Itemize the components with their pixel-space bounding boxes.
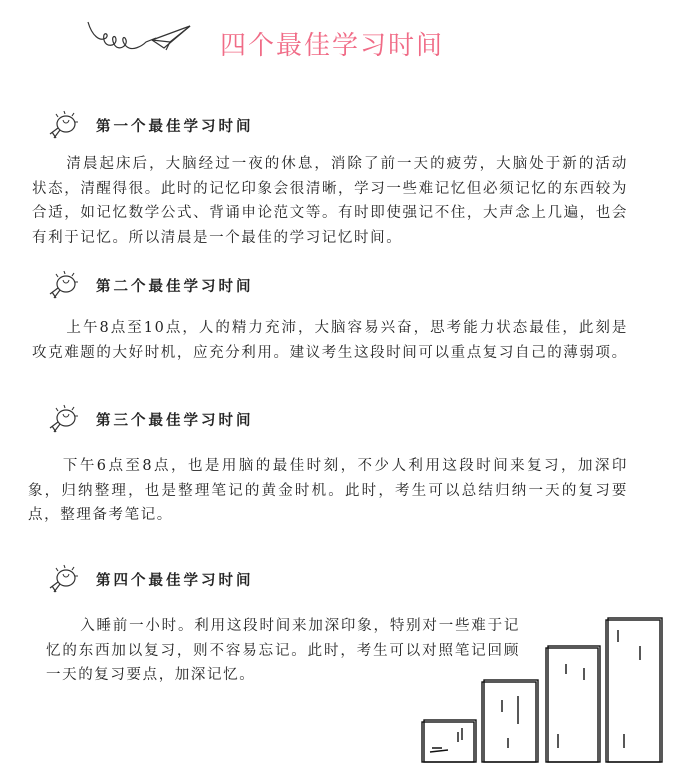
section-title: 第四个最佳学习时间 bbox=[96, 572, 254, 589]
bar-doodle-illustration bbox=[418, 616, 668, 766]
section-paragraph-4: 入睡前一小时。利用这段时间来加深印象，特别对一些难于记忆的东西加以复习，则不容易忘记。此时，考生可以对照笔记回顾一天的复习要点，加深记忆。 bbox=[46, 618, 520, 683]
paper-plane-icon bbox=[86, 18, 196, 58]
header bbox=[0, 0, 692, 80]
page-title: 四个最佳学习时间 bbox=[220, 31, 445, 61]
section-header-4 bbox=[44, 562, 254, 596]
section-paragraph-2: 上午8点至10点，人的精力充沛，大脑容易兴奋，思考能力状态最佳，此刻是攻克难题的大好时机，应充分利用。建议考生这段时间可以重点复习自己的薄弱项。 bbox=[32, 320, 628, 361]
section-title: 第三个最佳学习时间 bbox=[96, 412, 254, 429]
lightbulb-icon bbox=[44, 562, 88, 596]
section-header-2 bbox=[44, 268, 254, 302]
section-title: 第二个最佳学习时间 bbox=[96, 278, 254, 295]
section-paragraph-3: 下午6点至8点，也是用脑的最佳时刻，不少人利用这段时间来复习，加深印象，归纳整理，也是整理笔记的黄金时机。此时，考生可以总结归纳一天的复习要点，整理备考笔记。 bbox=[28, 458, 628, 523]
section-header-1 bbox=[44, 108, 254, 142]
section-title: 第一个最佳学习时间 bbox=[96, 118, 254, 135]
lightbulb-icon bbox=[44, 268, 88, 302]
lightbulb-icon bbox=[44, 402, 88, 436]
section-header-3 bbox=[44, 402, 254, 436]
lightbulb-icon bbox=[44, 108, 88, 142]
section-paragraph-1: 清晨起床后，大脑经过一夜的休息，消除了前一天的疲劳，大脑处于新的活动状态，清醒得很。此时的记忆印象会很清晰，学习一些难记忆但必须记忆的东西较为合适，如记忆数学公式、背诵申论范文等。有时即使强记不住，大声念上几遍，也会有利于记忆。所以清晨是一个最佳的学习记忆时间。 bbox=[32, 156, 628, 246]
